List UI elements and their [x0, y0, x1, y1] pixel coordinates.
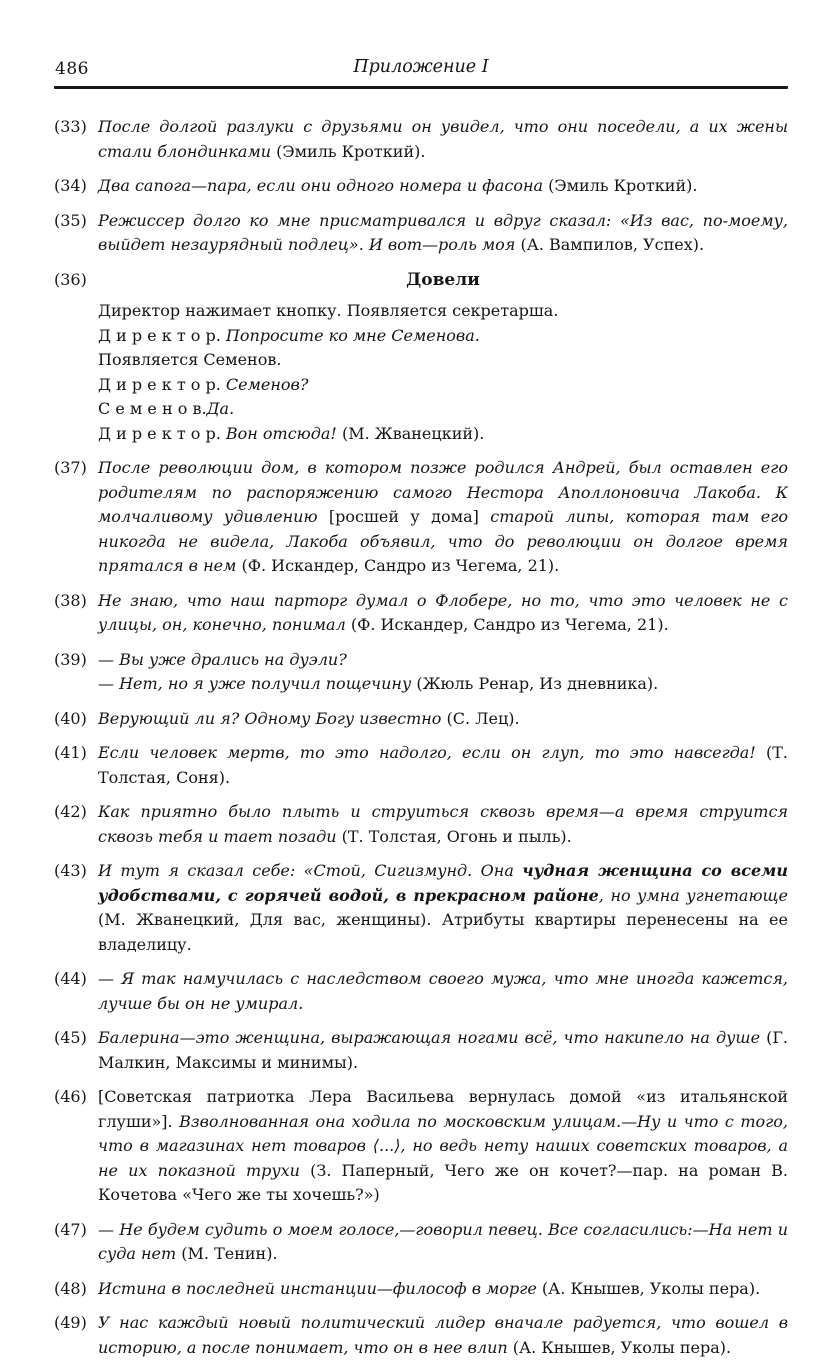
- items-list: [54, 115, 788, 1360]
- text-segment: Да.: [206, 399, 235, 418]
- text-segment: (Эмиль Кроткий).: [271, 141, 426, 161]
- item-text: [98, 859, 788, 957]
- item-content: [98, 115, 788, 164]
- running-head: Приложение I: [353, 57, 489, 77]
- dialogue-line: [98, 422, 788, 447]
- list-item: [54, 1026, 788, 1075]
- item-number: (44): [54, 969, 87, 988]
- text-segment: Д и р е к т о р.: [98, 423, 221, 443]
- item-number: (40): [54, 708, 87, 728]
- text-segment: (Эмиль Кроткий).: [543, 176, 698, 195]
- item-content: [98, 967, 788, 1016]
- text-segment: Семенов?: [220, 374, 309, 394]
- text-segment: Если человек мертв, то это надолго, если он глуп, то это навсегда!: [98, 743, 756, 762]
- list-item: [54, 967, 788, 1016]
- text-segment: Попросите ко мне Семенова.: [220, 325, 480, 345]
- text-segment: Вон отсюда!: [220, 423, 337, 443]
- dialogue-line: [98, 397, 788, 422]
- dialogue-line: [98, 648, 788, 673]
- item-text: [98, 741, 788, 790]
- item-text: [98, 589, 788, 638]
- item-content: [98, 648, 788, 697]
- text-segment: Не знаю, что наш парторг думал о Флобере, но то, что это человек не с улицы, он, конечно, понимал: [98, 590, 788, 634]
- item-title: [98, 268, 788, 293]
- item-content: [98, 1277, 788, 1302]
- list-item: [54, 1085, 788, 1208]
- text-segment: (Т. Толстая, Соня).: [98, 743, 788, 787]
- item-content: [98, 209, 788, 258]
- text-segment: (З. Паперный, Чего же он кочет?—пар. на роман В. Кочетова «Чего же ты хочешь?»): [98, 1160, 788, 1204]
- dialogue-line: [98, 373, 788, 398]
- text-segment: [Советская патриотка Лера Васильева вернулась домой «из итальянской глуши»].: [98, 1087, 788, 1131]
- item-number: (39): [54, 649, 87, 669]
- item-text: [98, 707, 788, 732]
- text-segment: (Ф. Искандер, Сандро из Чегема, 21).: [345, 615, 669, 634]
- item-number: (34): [54, 176, 87, 195]
- item-text: [98, 456, 788, 579]
- item-content: [98, 456, 788, 579]
- item-content: [98, 800, 788, 849]
- text-segment: (А. Вампилов, Успех).: [515, 235, 705, 254]
- list-item: [54, 115, 788, 164]
- list-item: [54, 174, 788, 199]
- item-number: (43): [54, 861, 87, 880]
- list-item: [54, 648, 788, 697]
- list-item: [54, 741, 788, 790]
- item-number: (42): [54, 802, 87, 821]
- text-segment: (С. Лец).: [441, 708, 520, 728]
- text-segment: (М. Жванецкий, Для вас, женщины). Атрибуты квартиры перенесены на ее владелицу.: [98, 910, 788, 954]
- item-content: [98, 1311, 788, 1360]
- item-content: [98, 1218, 788, 1267]
- item-number: (46): [54, 1087, 87, 1106]
- text-segment: Д и р е к т о р.: [98, 374, 221, 394]
- item-number: (41): [54, 743, 87, 762]
- list-item: [54, 800, 788, 849]
- item-content: [98, 1026, 788, 1075]
- text-segment: Истина в последней инстанции—философ в морге: [98, 1278, 537, 1298]
- text-segment: Режиссер долго ко мне присматривался и вдруг сказал: «Из вас, по-моему, выйдет незаурядный подлец». И вот—роль моя: [98, 210, 788, 254]
- text-segment: И тут я сказал себе: «Стой, Сигизмунд. Она: [98, 861, 523, 880]
- text-segment: (А. Кнышев, Уколы пера).: [536, 1278, 761, 1298]
- list-item: [54, 707, 788, 732]
- header-rule: [54, 86, 788, 89]
- item-number: (45): [54, 1028, 87, 1047]
- text-segment: Д и р е к т о р.: [98, 325, 221, 345]
- list-item: [54, 456, 788, 579]
- text-segment: Довели: [406, 269, 480, 290]
- text-segment: (А. Кнышев, Уколы пера).: [507, 1337, 732, 1357]
- item-text: [98, 1218, 788, 1267]
- text-segment: (Жюль Ренар, Из дневника).: [411, 674, 659, 693]
- item-text: [98, 174, 788, 199]
- text-segment: Появляется Семенов.: [98, 350, 282, 369]
- item-number: (36): [54, 269, 87, 289]
- text-segment: У нас каждый новый политический лидер вначале радуется, что вошел в историю, а после понимает, что он в нее влип: [98, 1313, 788, 1357]
- item-text: [98, 1026, 788, 1075]
- item-content: [98, 174, 788, 199]
- list-item: [54, 1311, 788, 1360]
- item-text: [98, 967, 788, 1016]
- text-segment: (Т. Толстая, Огонь и пыль).: [336, 826, 572, 846]
- text-segment: Два сапога—пара, если они одного номера и фасона: [98, 176, 544, 195]
- text-segment: (Ф. Искандер, Сандро из Чегема, 21).: [236, 556, 560, 575]
- item-text: [98, 209, 788, 258]
- item-number: (38): [54, 590, 87, 610]
- dialogue-line: [98, 348, 788, 373]
- list-item: [54, 209, 788, 258]
- text-segment: , но умна угнетающе: [598, 885, 789, 905]
- item-text: [98, 1085, 788, 1208]
- item-text: [98, 800, 788, 849]
- text-segment: Верующий ли я? Одному Богу известно: [98, 708, 442, 728]
- list-item: [54, 268, 788, 447]
- item-number: (37): [54, 458, 87, 477]
- text-segment: — Я так намучилась с наследством своего мужа, что мне иногда кажется, лучше бы он не умирал.: [98, 969, 788, 1013]
- item-text: [98, 1311, 788, 1360]
- page-header: [54, 56, 788, 82]
- item-text: [98, 115, 788, 164]
- text-segment: Балерина—это женщина, выражающая ногами всё, что накипело на душе: [98, 1028, 761, 1047]
- text-segment: [росшей у дома]: [328, 507, 479, 526]
- item-number: (49): [54, 1313, 87, 1332]
- item-number: (33): [54, 117, 87, 136]
- text-segment: (М. Жванецкий).: [336, 423, 485, 443]
- page-number: 486: [55, 59, 89, 79]
- item-number: (48): [54, 1278, 87, 1298]
- text-segment: Взволнованная она ходила по московским улицам.—Ну и что с того, что в магазинах нет товаров ⟨...⟩, но ведь нету наших советских товаров, а не их показной трухи: [98, 1111, 788, 1180]
- dialogue-line: [98, 299, 788, 324]
- item-number: (35): [54, 210, 87, 230]
- item-content: [98, 589, 788, 638]
- text-segment: Директор нажимает кнопку. Появляется секретарша.: [98, 301, 559, 320]
- item-content: [98, 1085, 788, 1208]
- list-item: [54, 859, 788, 957]
- item-content: [98, 707, 788, 732]
- text-segment: — Вы уже дрались на дуэли?: [98, 649, 347, 669]
- text-segment: (М. Тенин).: [176, 1244, 278, 1263]
- item-text: [98, 1277, 788, 1302]
- text-segment: чудная женщина со всеми удобствами, с горячей водой, в прекрасном районе: [98, 861, 789, 905]
- dialogue-line: [98, 324, 788, 349]
- text-segment: С е м е н о в.: [98, 399, 207, 418]
- list-item: [54, 1277, 788, 1302]
- item-content: [98, 741, 788, 790]
- list-item: [54, 1218, 788, 1267]
- item-content: [98, 268, 788, 447]
- list-item: [54, 589, 788, 638]
- dialogue-line: [98, 672, 788, 697]
- item-content: [98, 859, 788, 957]
- item-number: (47): [54, 1219, 87, 1239]
- text-segment: — Не будем судить о моем голосе,—говорил певец. Все согласились:—На нет и суда нет: [98, 1219, 788, 1263]
- text-segment: (Г. Малкин, Максимы и минимы).: [98, 1028, 788, 1072]
- text-segment: старой липы, которая там его никогда не видела, Лакоба объявил, что до революции он долгое время прятался в нем: [98, 507, 788, 575]
- text-segment: После революции дом, в котором позже родился Андрей, был оставлен его родителям по распоряжению самого Нестора Аполлоновича Лакоба. К молчаливому удивлению: [98, 458, 788, 526]
- text-segment: После долгой разлуки с друзьями он увидел, что они поседели, а их жены стали блондинками: [98, 117, 788, 161]
- text-segment: — Нет, но я уже получил пощечину: [98, 674, 412, 693]
- text-segment: Как приятно было плыть и струиться сквозь время—а время струится сквозь тебя и тает позади: [98, 802, 788, 846]
